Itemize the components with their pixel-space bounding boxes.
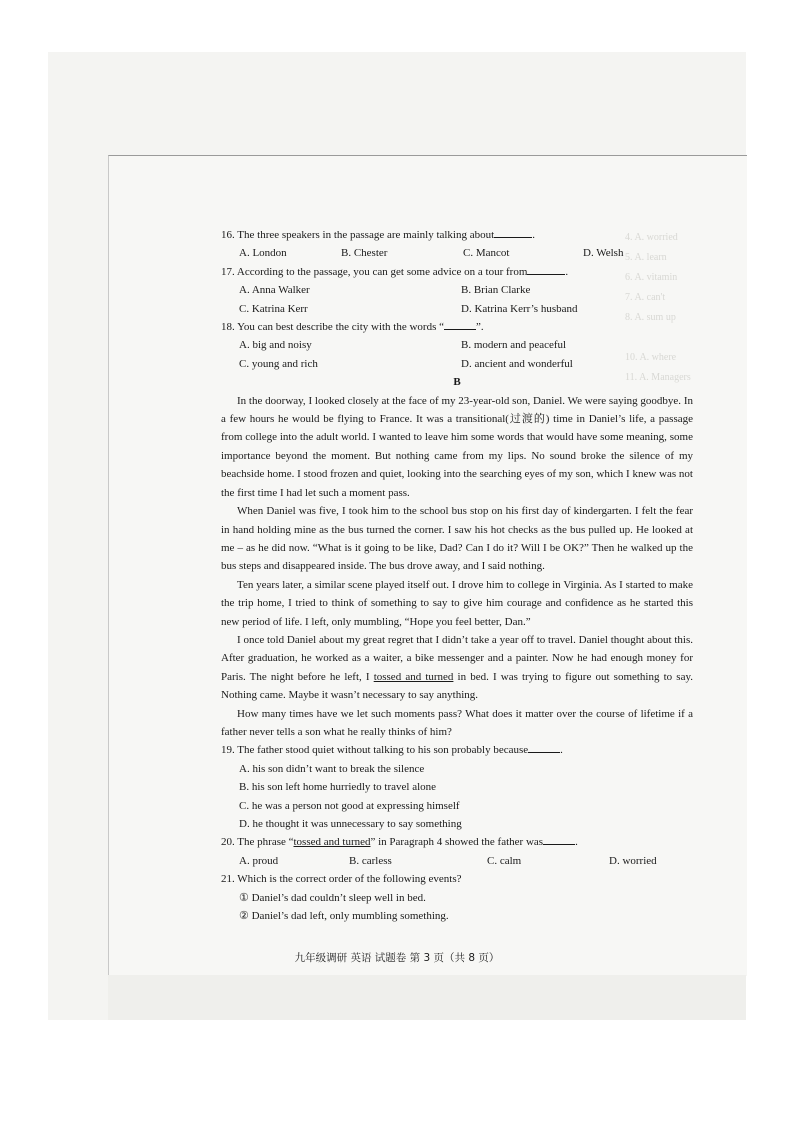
option: D. he thought it was unnecessary to say something	[239, 818, 462, 830]
question-18: 18. You can best describe the city with the words “ ”.	[221, 318, 693, 336]
option: A. his son didn’t want to break the silence	[239, 762, 425, 775]
event-item: ① Daniel’s dad couldn’t sleep well in bed.	[239, 891, 426, 904]
question-20: 20. The phrase “tossed and turned” in Paragraph 4 showed the father was .	[221, 833, 693, 851]
section-label: B	[453, 376, 461, 389]
sheet-shadow	[108, 975, 746, 1020]
option: C. Katrina Kerr	[239, 302, 308, 315]
passage-paragraph: When Daniel was five, I took him to the school bus stop on his first day of kindergarten. I felt the fear in hand holding mine as the bus turned the corner. I saw his hot checks as the bus pulled up. He looked at me – as he did now. “What is it going to be like, Dad? Can I do it? Will I be OK?” Then he walked up the bus steps and disappeared inside. The bus drove away, and I said nothing.	[221, 505, 693, 573]
question-17-options	[221, 281, 693, 299]
event-item: ② Daniel’s dad left, only mumbling something.	[239, 910, 449, 923]
passage-paragraph: Ten years later, a similar scene played itself out. I drove him to college in Virginia. As I started to make the trip home, I tried to think of something to say to give him courage and confidence as he started this new period of life. I left, only mumbling, “Hope you feel better, Dan.”	[221, 578, 693, 628]
option: A. London	[239, 247, 287, 260]
answer-blank	[527, 263, 565, 275]
question-17-options	[221, 300, 693, 318]
option: C. Mancot	[463, 247, 510, 260]
exam-content	[221, 226, 693, 925]
option: D. ancient and wonderful	[461, 357, 573, 370]
bleed-through-text: 8. A. sum up	[625, 312, 676, 323]
bleed-through-text: 7. A. can't	[625, 292, 666, 303]
question-16: 16. The three speakers in the passage are mainly talking about .	[221, 226, 693, 244]
question-18-options	[221, 355, 693, 373]
option: B. carless	[349, 854, 392, 867]
option: D. Katrina Kerr’s husband	[461, 302, 578, 315]
question-18-options	[221, 336, 693, 354]
option: B. his son left home hurriedly to travel alone	[239, 781, 437, 794]
bleed-through-text: 5. A. learn	[625, 252, 667, 263]
underlined-phrase: tossed and turned	[373, 670, 454, 683]
option: B. Chester	[341, 247, 388, 260]
answer-blank	[444, 318, 476, 330]
answer-blank	[528, 741, 560, 753]
option: C. young and rich	[239, 357, 318, 370]
option: C. he was a person not good at expressing himself	[239, 799, 460, 812]
question-19: 19. The father stood quiet without talking to his son probably because .	[221, 741, 693, 759]
option: A. proud	[239, 854, 279, 867]
option: D. worried	[609, 854, 657, 867]
option: C. calm	[487, 854, 522, 867]
passage-paragraph: How many times have we let such moments pass? What does it matter over the course of lifetime if a father never tells a son what he really thinks of him?	[221, 707, 693, 738]
underlined-phrase: tossed and turned	[293, 836, 371, 849]
option: A. Anna Walker	[239, 284, 310, 297]
question-20-options	[221, 852, 693, 870]
passage-paragraph: I once told Daniel about my great regret that I didn’t take a year off to travel. Daniel thought about this. After graduation, he worked as a waiter, a bike messenger and a painter. Now he had enough money for Paris. The night before he left, I tossed and turned in bed. I was trying to figure out something to say. Nothing came. Maybe it wasn’t necessary to say anything.	[221, 633, 693, 702]
bleed-through-text: 4. A. worried	[625, 232, 678, 243]
question-17: 17. According to the passage, you can get some advice on a tour from .	[221, 263, 693, 281]
bleed-through-text: 11. A. Managers	[625, 372, 691, 383]
option: A. big and noisy	[239, 339, 312, 352]
answer-blank	[543, 833, 575, 845]
question-21: 21. Which is the correct order of the following events?	[221, 873, 462, 886]
option: D. Welsh	[583, 247, 624, 260]
option: B. Brian Clarke	[461, 284, 531, 297]
bleed-through-text: 10. A. where	[625, 352, 677, 363]
passage-paragraph: In the doorway, I looked closely at the face of my 23-year-old son, Daniel. We were saying goodbye. In a few hours he would be flying to France. It was a transitional(过渡的) time in Daniel’s life, a passage from college into the adult world. I wanted to leave him some words that would have some meaning, some importance beyond the moment. But nothing came from my lips. No sound broke the silence of my beachside home. I stood frozen and quiet, looking into the searching eyes of my son, which I knew was not the first time I had let such a moment pass.	[221, 394, 693, 499]
answer-blank	[494, 226, 532, 238]
option: B. modern and peaceful	[461, 339, 567, 352]
bleed-through-text: 6. A. vitamin	[625, 272, 678, 283]
question-16-options	[221, 244, 693, 262]
page-footer: 九年级调研 英语 试题卷 第 3 页（共 8 页）	[294, 952, 500, 964]
